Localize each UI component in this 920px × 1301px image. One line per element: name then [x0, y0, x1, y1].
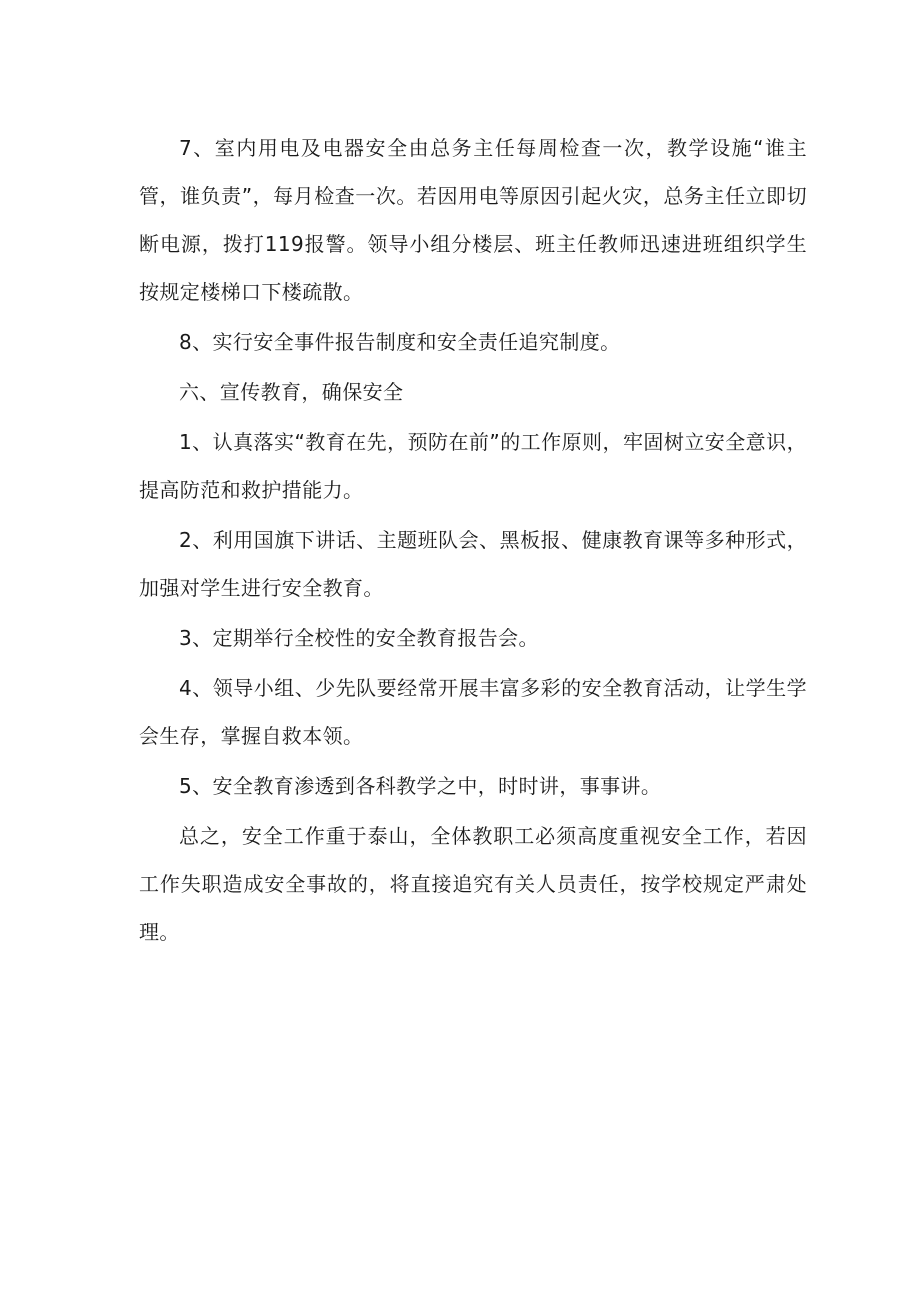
paragraph-item-4-activities: 4、领导小组、少先队要经常开展丰富多彩的安全教育活动，让学生学会生存，掌握自救本领。 — [139, 676, 807, 748]
paragraph-item-2-forms: 2、利用国旗下讲话、主题班队会、黑板报、健康教育课等多种形式，加强对学生进行安全教育。 — [139, 528, 807, 600]
paragraph-item-5-integration: 5、安全教育渗透到各科教学之中，时时讲，事事讲。 — [179, 774, 662, 798]
paragraph-item-3-assembly: 3、定期举行全校性的安全教育报告会。 — [179, 626, 539, 650]
section-heading-publicity: 六、宣传教育，确保安全 — [179, 380, 404, 404]
paragraph-item-7-electricity: 7、室内用电及电器安全由总务主任每周检查一次，教学设施“谁主管，谁负责”，每月检查一次。若因用电等原因引起火灾，总务主任立即切断电源，拨打119报警。领导小组分楼层、班主任教师迅速进班组织学生按规定楼梯口下楼疏散。 — [139, 136, 807, 304]
paragraph-item-1-principle: 1、认真落实“教育在先，预防在前”的工作原则，牢固树立安全意识，提高防范和救护措能力。 — [139, 430, 807, 502]
paragraph-conclusion: 总之，安全工作重于泰山，全体教职工必须高度重视安全工作，若因工作失职造成安全事故的，将直接追究有关人员责任，按学校规定严肃处理。 — [139, 824, 807, 944]
document-body — [139, 124, 807, 958]
paragraph-item-8-reporting: 8、实行安全事件报告制度和安全责任追究制度。 — [179, 330, 621, 354]
